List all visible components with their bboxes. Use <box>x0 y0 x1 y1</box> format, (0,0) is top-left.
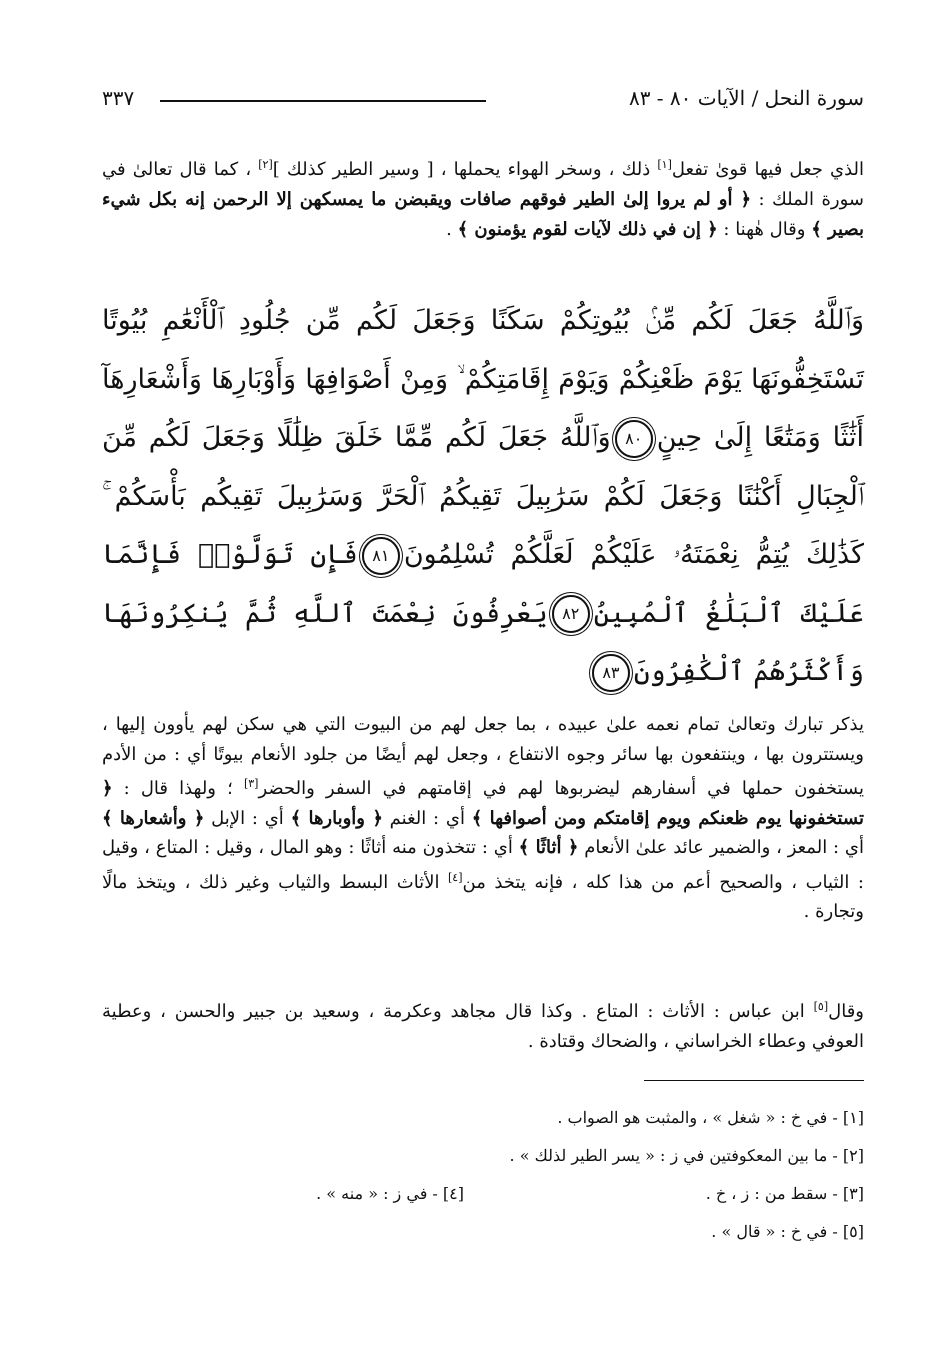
intro-text-1: الذي جعل فيها قوىٰ تفعل <box>671 159 865 180</box>
verse-83-text: يَعْرِفُونَ نِعْمَتَ ٱللَّهِ ثُمَّ يُنكِرُونَهَا وَأَكْثَرُهُمُ ٱلْكَٰفِرُونَ <box>102 597 864 687</box>
quote-tastakhiffunaha: ﴿ تستخفونها يوم ظعنكم ويوم إقامتكم ومن أصوافها ﴾ <box>102 778 864 829</box>
intro-text-5: . <box>446 219 458 240</box>
footnote-2: [٢] - ما بين المعكوفتين في ز : « يسر الطير لذلك » . <box>509 1146 864 1165</box>
tafsir-paragraph-1 <box>102 710 864 927</box>
verse-number-82: ٨٢ <box>552 595 590 633</box>
tafsir-text-6: أي : تتخذون منه أثاثًا : وهو المال ، وقيل : المتاع ، وقيل : الثياب ، والصحيح أعم من هذا كله ، فإنه يتخذ من <box>102 837 864 893</box>
quran-quote-hahuna: ﴿ إن في ذلك لآيات لقوم يؤمنون ﴾ <box>457 219 718 240</box>
verse-81-text: وَٱللَّهُ جَعَلَ لَكُم مِّمَّا خَلَقَ ظِلَٰلًا وَجَعَلَ لَكُم مِّنَ ٱلْجِبَالِ أَكْنَٰنًا وَجَعَلَ لَكُمْ سَرَٰبِيلَ تَقِيكُمُ ٱلْحَرَّ وَسَرَٰبِيلَ تَقِيكُم بَأْسَكُمْ ۚ كَذَٰلِكَ يُتِمُّ نِعْمَتَهُۥ عَلَيْكُمْ لَعَلَّكُمْ تُسْلِمُونَ <box>102 422 864 570</box>
footnote-3: [٣] - سقط من : ز ، خ . <box>705 1184 864 1203</box>
intro-text-4: وقال هٰهنا : <box>717 219 812 240</box>
verse-number-81: ٨١ <box>362 537 400 575</box>
tafsir-text-2: ؛ ولهذا قال : <box>112 778 244 799</box>
footnote-separator <box>644 1080 864 1081</box>
quran-verses <box>102 292 864 702</box>
verse-number-80: ٨٠ <box>615 420 653 458</box>
footnotes <box>102 1108 864 1258</box>
footnote-ref-1[interactable]: [١] <box>657 158 672 171</box>
footnote-ref-5[interactable]: [٥] <box>813 1000 829 1013</box>
footnote-4: [٤] - في ز : « منه » . <box>316 1184 464 1203</box>
chapter-title: سورة النحل / الآيات ٨٠ - ٨٣ <box>628 86 864 110</box>
footnote-5: [٥] - في خ : « قال » . <box>711 1222 864 1241</box>
running-head <box>102 82 864 116</box>
verse-80-text: وَٱللَّهُ جَعَلَ لَكُم مِّنۢ بُيُوتِكُمْ سَكَنًا وَجَعَلَ لَكُم مِّن جُلُودِ ٱلْأَنْعَٰمِ بُيُوتًا تَسْتَخِفُّونَهَا يَوْمَ ظَعْنِكُمْ وَيَوْمَ إِقَامَتِكُمْ ۙ وَمِنْ أَصْوَافِهَا وَأَوْبَارِهَا وَأَشْعَارِهَآ أَثَٰثًا وَمَتَٰعًا إِلَىٰ حِينٍ <box>102 305 864 453</box>
tafsir2-text-2: ابن عباس : الأثاث : المتاع . وكذا قال مجاهد وعكرمة ، وسعيد بن جبير والحسن ، وعطية العوفي وعطاء الخراساني ، والضحاك وقتادة . <box>102 1001 864 1052</box>
intro-text-3: ، كما قال تعالىٰ في سورة الملك : <box>102 159 864 210</box>
quote-athathan: ﴿ أثاثًا ﴾ <box>518 837 579 858</box>
header-rule <box>160 100 486 102</box>
quote-ashariha: ﴿ وأشعارها ﴾ <box>102 807 205 829</box>
tafsir-text-1: يذكر تبارك وتعالىٰ تمام نعمه علىٰ عبيده ، بما جعل لهم من البيوت التي هي سكن لهم يأوون إليها ، ويستترون بها ، وينتفعون بها سائر وجوه الانتفاع ، وجعل لهم أيضًا من جلود الأنعام بيوتًا أي : من الأدم يستخفون حملها في أسفارهم ليضربوها لهم في إقامتهم في السفر والحضر <box>102 714 864 799</box>
tafsir-text-3: أي : الغنم <box>382 807 472 829</box>
footnote-ref-4[interactable]: [٤] <box>447 870 463 884</box>
intro-paragraph <box>102 150 864 245</box>
verse-82-text: فَإِن تَوَلَّوْا۟ فَإِنَّمَا عَلَيْكَ ٱلْبَلَٰغُ ٱلْمُبِينُ <box>102 539 864 629</box>
tafsir-paragraph-2 <box>102 992 864 1056</box>
tafsir2-text-1: وقال <box>828 1001 864 1022</box>
footnote-ref-3[interactable]: [٣] <box>243 777 259 790</box>
page-number: ٣٣٧ <box>102 86 135 110</box>
quran-quote-mulk: ﴿ أو لم يروا إلىٰ الطير فوقهم صافات ويقبضن ما يمسكهن إلا الرحمن إنه بكل شيء بصير ﴾ <box>102 189 864 240</box>
tafsir-text-4: أي : الإبل <box>204 807 291 829</box>
tafsir-text-7: الأثاث البسط والثياب وغير ذلك ، ويتخذ مالًا وتجارة . <box>102 871 864 922</box>
footnote-ref-2[interactable]: [٢] <box>258 158 273 171</box>
verse-number-83: ٨٣ <box>592 654 630 692</box>
tafsir-text-5: أي : المعز ، والضمير عائد علىٰ الأنعام <box>578 837 864 858</box>
intro-text-2: ذلك ، وسخر الهواء يحملها ، [ وسير الطير كذلك ] <box>272 159 658 180</box>
quote-awbariha: ﴿ وأوبارها ﴾ <box>290 807 383 829</box>
footnote-1: [١] - في خ : « شغل » ، والمثبت هو الصواب . <box>557 1108 864 1127</box>
